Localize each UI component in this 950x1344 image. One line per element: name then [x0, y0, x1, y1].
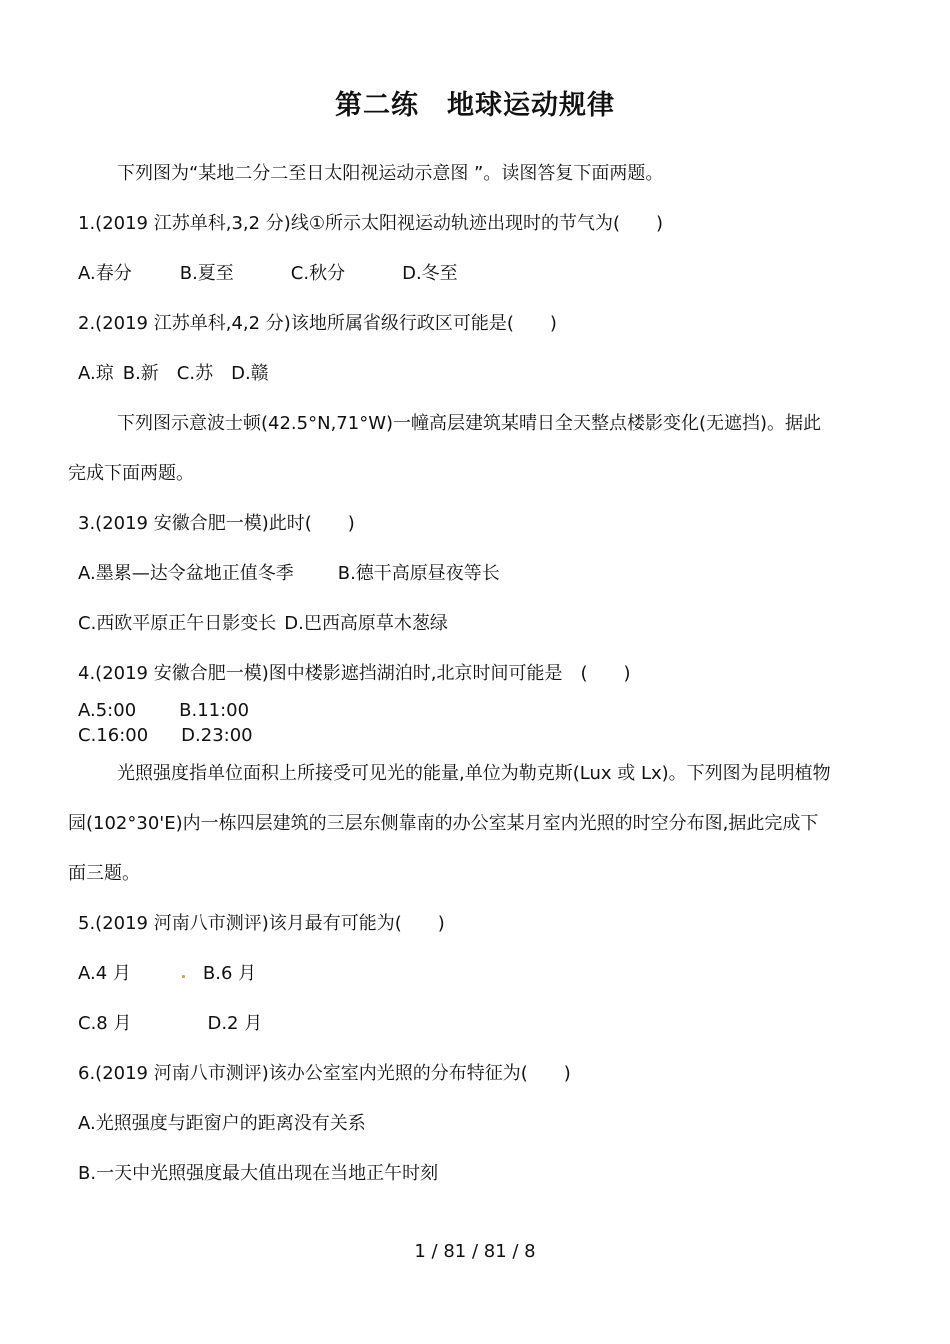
- question-5-stem: 5.(2019 河南八市测评)该月最有可能为( ): [78, 913, 445, 934]
- question-1-options: [78, 262, 458, 286]
- question-1-option-a: A.春分: [78, 263, 132, 284]
- intro-paragraph-1: 下列图为“某地二分二至日太阳视运动示意图 ”。读图答复下面两题。: [117, 163, 664, 184]
- question-4-options-row-2: [78, 724, 253, 748]
- question-2-stem: 2.(2019 江苏单科,4,2 分)该地所属省级行政区可能是( ): [78, 313, 557, 334]
- question-5-options-row-1: [78, 962, 256, 986]
- question-5-options-row-2: [78, 1012, 262, 1036]
- question-4-option-b: B.11:00: [179, 700, 250, 721]
- question-4-option-d: D.23:00: [181, 725, 253, 746]
- scan-speck: [182, 975, 185, 978]
- page-title: 第二练 地球运动规律: [335, 90, 615, 121]
- question-4-stem: 4.(2019 安徽合肥一模)图中楼影遮挡湖泊时,北京时间可能是 ( ): [78, 663, 631, 684]
- question-3-options-row-1: [78, 562, 500, 586]
- intro-paragraph-3-line-1: 光照强度指单位面积上所接受可见光的能量,单位为勒克斯(Lux 或 Lx)。下列图为昆明植物: [117, 763, 831, 784]
- question-6-option-a: A.光照强度与距窗户的距离没有关系: [78, 1113, 366, 1134]
- page-number-footer: 1 / 81 / 81 / 8: [414, 1241, 536, 1262]
- question-5-option-b: B.6 月: [202, 963, 257, 984]
- question-3-option-b: B.德干高原昼夜等长: [337, 563, 500, 584]
- question-1-option-d: D.冬至: [402, 263, 458, 284]
- question-6-option-b: B.一天中光照强度最大值出现在当地正午时刻: [78, 1163, 439, 1184]
- question-3-option-d: D.巴西高原草木葱绿: [284, 613, 448, 634]
- question-2-option-c: C.苏: [176, 363, 214, 384]
- question-4-option-a: A.5:00: [78, 700, 137, 721]
- question-1-option-c: C.秋分: [290, 263, 346, 284]
- question-5-option-a: A.4 月: [78, 963, 131, 984]
- question-4-options-row-1: [78, 699, 249, 723]
- question-1-stem: 1.(2019 江苏单科,3,2 分)线①所示太阳视运动轨迹出现时的节气为( ): [78, 213, 663, 234]
- intro-paragraph-3-line-3: 面三题。: [68, 863, 140, 884]
- question-2-option-b: B.新: [122, 363, 159, 384]
- question-2-option-a: A.琼: [78, 363, 114, 384]
- intro-paragraph-2-line-1: 下列图示意波士顿(42.5°N,71°W)一幢高层建筑某晴日全天整点楼影变化(无遮挡)。据此: [117, 413, 822, 434]
- question-5-option-c: C.8 月: [78, 1013, 132, 1034]
- question-3-options-row-2: [78, 612, 448, 636]
- question-2-options: [78, 362, 269, 386]
- intro-paragraph-3-line-2: 园(102°30'E)内一栋四层建筑的三层东侧靠南的办公室某月室内光照的时空分布图,据此完成下: [68, 813, 819, 834]
- question-2-option-d: D.赣: [231, 363, 269, 384]
- question-4-option-c: C.16:00: [78, 725, 149, 746]
- question-3-option-a: A.墨累—达令盆地正值冬季: [78, 563, 294, 584]
- question-1-option-b: B.夏至: [179, 263, 234, 284]
- question-3-stem: 3.(2019 安徽合肥一模)此时( ): [78, 513, 355, 534]
- question-6-stem: 6.(2019 河南八市测评)该办公室室内光照的分布特征为( ): [78, 1063, 571, 1084]
- question-5-option-d: D.2 月: [207, 1013, 263, 1034]
- question-3-option-c: C.西欧平原正午日影变长: [78, 613, 277, 634]
- intro-paragraph-2-line-2: 完成下面两题。: [68, 463, 194, 484]
